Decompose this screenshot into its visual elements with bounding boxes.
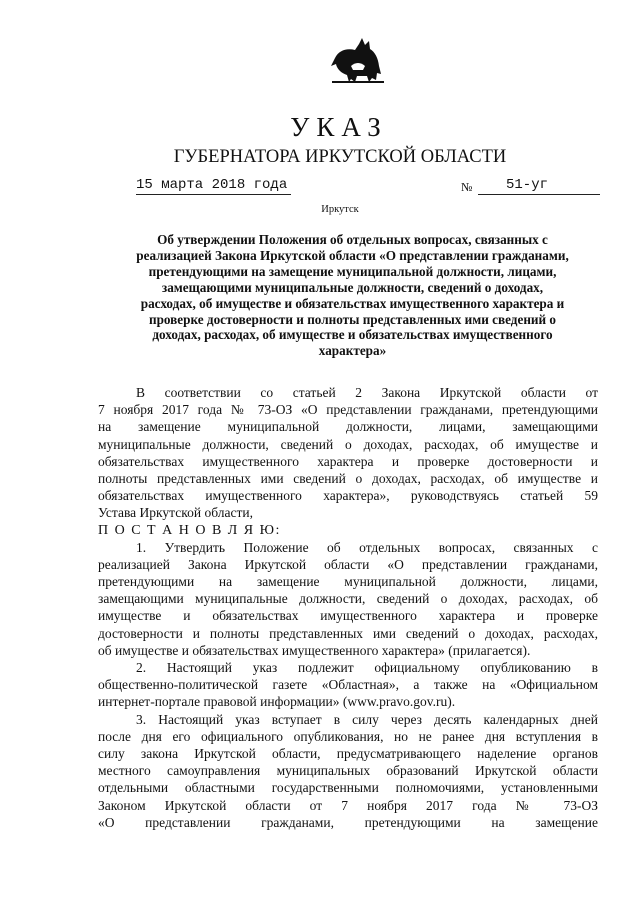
body-line: после дня его официального опубликования, но не ранее дня вступления в (98, 728, 598, 744)
body-line: реализацией Закона Иркутской области «О представлении гражданами, (98, 556, 598, 572)
heading-line: расходах, об имуществе и обязательствах имущественного характера и (140, 295, 565, 311)
document-date: 15 марта 2018 года (136, 176, 291, 195)
body-line: претендующими на замещение муниципальной должности, лицами, (98, 574, 598, 590)
body-line: 3. Настоящий указ вступает в силу через десять календарных дней (136, 711, 598, 727)
number-sign: № (461, 180, 473, 194)
body-line: силу закона Иркутской области, предусматривающего наделение органов (98, 745, 598, 761)
body-line: В соответствии со статьей 2 Закона Иркутской области от (136, 385, 598, 400)
body-line: 7 ноября 2017 года № 73-ОЗ «О представлении гражданами, претендующими (98, 402, 598, 418)
document-subtitle: ГУБЕРНАТОРА ИРКУТСКОЙ ОБЛАСТИ (173, 147, 507, 167)
body-line: на замещение муниципальной должности, лицами, замещающими (98, 419, 598, 435)
heading-line: доходах, расходах, об имуществе и обязательствах имущественного (152, 327, 553, 343)
resolution-word: П О С Т А Н О В Л Я Ю: (98, 522, 281, 538)
body-line: полноты представленных ими сведений о доходах, расходах, об имуществе и (98, 470, 598, 486)
body-line: обязательствах имущественного характера и проверке достоверности и (98, 453, 598, 469)
heading-line: претендующими на замещение муниципальной должности, лицами, (148, 263, 557, 279)
body-line: муниципальные должности, сведений о доходах, расходах, об имуществе и (98, 436, 598, 452)
document-heading (110, 232, 595, 359)
body-line: местного самоуправления муниципальных образований Иркутской области (98, 763, 598, 779)
heading-line: реализацией Закона Иркутской области «О представлении гражданами, (136, 247, 569, 263)
document-body (98, 384, 598, 831)
babr-emblem-icon (329, 36, 387, 86)
body-line: 1. Утвердить Положение об отдельных вопросах, связанных с (136, 539, 598, 555)
body-line: Законом Иркутской области от 7 ноября 2017 года № 73-ОЗ (98, 797, 598, 813)
body-line: общественно-политической газете «Областная», а также на «Официальном (98, 677, 598, 693)
heading-line: замещающими муниципальные должности, сведений о доходах, (161, 279, 544, 295)
body-line: замещающими муниципальные должности, сведений о доходах, расходах, об (98, 591, 598, 607)
body-line: 2. Настоящий указ подлежит официальному опубликованию в (136, 660, 598, 675)
document-city: Иркутск (321, 204, 359, 215)
body-line: отдельными областными государственными полномочиями, установленными (98, 780, 598, 796)
document-title: УКАЗ (290, 112, 388, 142)
body-line: интернет-портале правовой информации» (www.pravo.gov.ru). (98, 694, 456, 710)
body-line: «О представлении гражданами, претендующими на замещение (98, 814, 598, 830)
body-line: достоверности и полноты представленных ими сведений о доходах, расходах, (98, 625, 598, 641)
body-line: имуществе и обязательствах имущественного характера и проверке (98, 608, 598, 624)
heading-line: Об утверждении Положения об отдельных вопросах, связанных с (157, 232, 548, 247)
heading-line: характера» (318, 343, 387, 359)
body-line: об имуществе и обязательствах имущественного характера» (прилагается). (98, 642, 531, 658)
body-line: Устава Иркутской области, (98, 505, 253, 521)
heading-line: проверке достоверности и полноты представленных ими сведений о (148, 311, 557, 327)
body-line: обязательствах имущественного характера», руководствуясь статьей 59 (98, 488, 598, 504)
document-number: 51-уг (506, 177, 549, 193)
